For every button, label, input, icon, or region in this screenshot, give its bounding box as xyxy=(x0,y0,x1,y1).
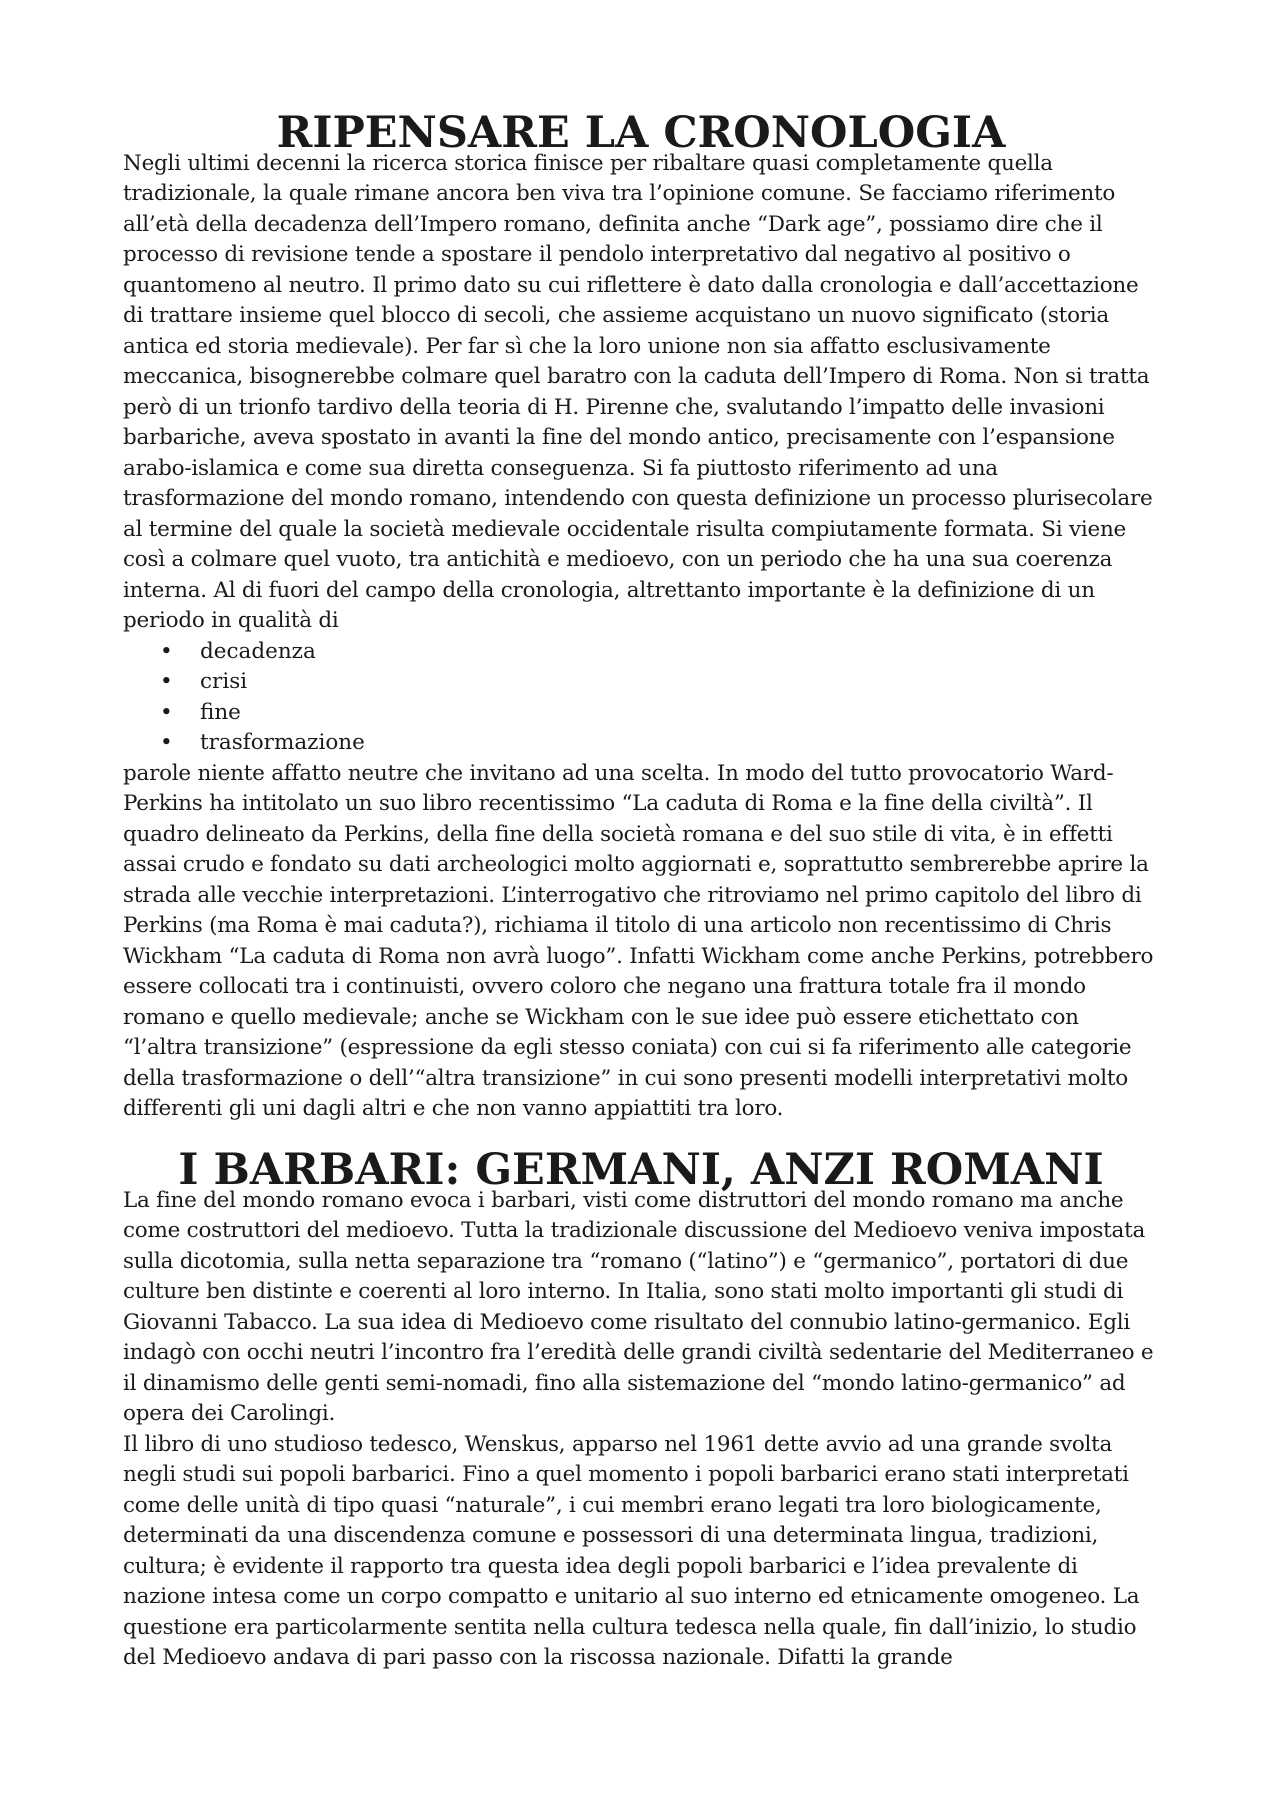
list-item: • fine xyxy=(160,698,1159,729)
section-title-barbari: I BARBARI: GERMANI, ANZI ROMANI xyxy=(178,1145,1104,1195)
paragraph-barbari-2: Il libro di uno studioso tedesco, Wenskus, apparso nel 1961 dette avvio ad una grande svolta negli studi sui popoli barbarici. Fino a quel momento i popoli barbarici erano stati interpretati come delle unità di tipo quasi “naturale”, i cui membri erano legati tra loro biologicamente, determinati da una discendenza comune e possessori di una determinata lingua, tradizioni, cultura; è evidente il rapporto tra questa idea degli popoli barbarici e l’idea prevalente di nazione intesa come un corpo compatto e unitario al suo interno ed etnicamente omogeneo. La questione era particolarmente sentita nella cultura tedesca nella quale, fin dall’inizio, lo studio del Medioevo andava di pari passo con la riscossa nazionale. Difatti la grande xyxy=(123,1431,1140,1670)
bullet-list xyxy=(123,637,1159,759)
list-item: • trasformazione xyxy=(160,728,1159,759)
paragraph-barbari-1: La fine del mondo romano evoca i barbari, visti come distruttori del mondo romano ma anche come costruttori del medioevo. Tutta la tradizionale discussione del Medioevo veniva impostata sulla dicotomia, sulla netta separazione tra “romano (“latino”) e “germanico”, portatori di due culture ben distinte e coerenti al loro interno. In Italia, sono stati molto importanti gli studi di Giovanni Tabacco. La sua idea di Medioevo come risultato del connubio latino-germanico. Egli indagò con occhi neutri l’incontro fra l’eredità delle grandi civiltà sedentarie del Mediterraneo e il dinamismo delle genti semi-nomadi, fino alla sistemazione del “mondo latino-germanico” ad opera dei Carolingi. xyxy=(123,1187,1154,1426)
paragraph-intro: Negli ultimi decenni la ricerca storica finisce per ribaltare quasi completamente quella tradizionale, la quale rimane ancora ben viva tra l’opinione comune. Se facciamo riferimento all’età della decadenza dell’Impero romano, definita anche “Dark age”, possiamo dire che il processo di revisione tende a spostare il pendolo interpretativo dal negativo al positivo o quantomeno al neutro. Il primo dato su cui riflettere è dato dalla cronologia e dall’accettazione di trattare insieme quel blocco di secoli, che assieme acquistano un nuovo significato (storia antica ed storia medievale). Per far sì che la loro unione non sia affatto esclusivamente meccanica, bisognerebbe colmare quel baratro con la caduta dell’Impero di Roma. Non si tratta però di un trionfo tardivo della teoria di H. Pirenne che, svalutando l’impatto delle invasioni barbariche, aveva spostato in avanti la fine del mondo antico, precisamente con l’espansione arabo-islamica e come sua diretta conseguenza. Si fa piuttosto riferimento ad una trasformazione del mondo romano, intendendo con questa definizione un processo plurisecolare al termine del quale la società medievale occidentale risulta compiutamente formata. Si viene così a colmare quel vuoto, tra antichità e medioevo, con un periodo che ha una sua coerenza interna. Al di fuori del campo della cronologia, altrettanto importante è la definizione di un periodo in qualità di xyxy=(123,150,1153,633)
bullet-icon: • xyxy=(160,669,173,694)
bullet-icon: • xyxy=(160,638,173,664)
bullet-icon: • xyxy=(160,699,173,725)
paragraph-continuation: parole niente affatto neutre che invitano ad una scelta. In modo del tutto provocatorio Ward-Perkins ha intitolato un suo libro recentissimo “La caduta di Roma e la fine della civiltà”. Il quadro delineato da Perkins, della fine della società romana e del suo stile di vita, è in effetti assai crudo e fondato su dati archeologici molto aggiornati e, soprattutto sembrerebbe aprire la strada alle vecchie interpretazioni. L’interrogativo che ritroviamo nel primo capitolo del libro di Perkins (ma Roma è mai caduta?), richiama il titolo di una articolo non recentissimo di Chris Wickham “La caduta di Roma non avrà luogo”. Infatti Wickham come anche Perkins, potrebbero essere collocati tra i continuisti, ovvero coloro che negano una frattura totale fra il mondo romano e quello medievale; anche se Wickham con le sue idee può essere etichettato con “l’altra transizione” (espressione da egli stesso coniata) con cui si fa riferimento alle categorie della trasformazione o dell’“altra transizione” in cui sono presenti modelli interpretativi molto differenti gli uni dagli altri e che non vanno appiattiti tra loro. xyxy=(123,760,1154,1121)
document-page xyxy=(123,108,1159,1674)
bullet-icon: • xyxy=(160,730,173,755)
section-title-cronologia: RIPENSARE LA CRONOLOGIA xyxy=(276,108,1006,158)
list-item: • decadenza xyxy=(160,637,1159,668)
list-item: • crisi xyxy=(160,667,1159,698)
